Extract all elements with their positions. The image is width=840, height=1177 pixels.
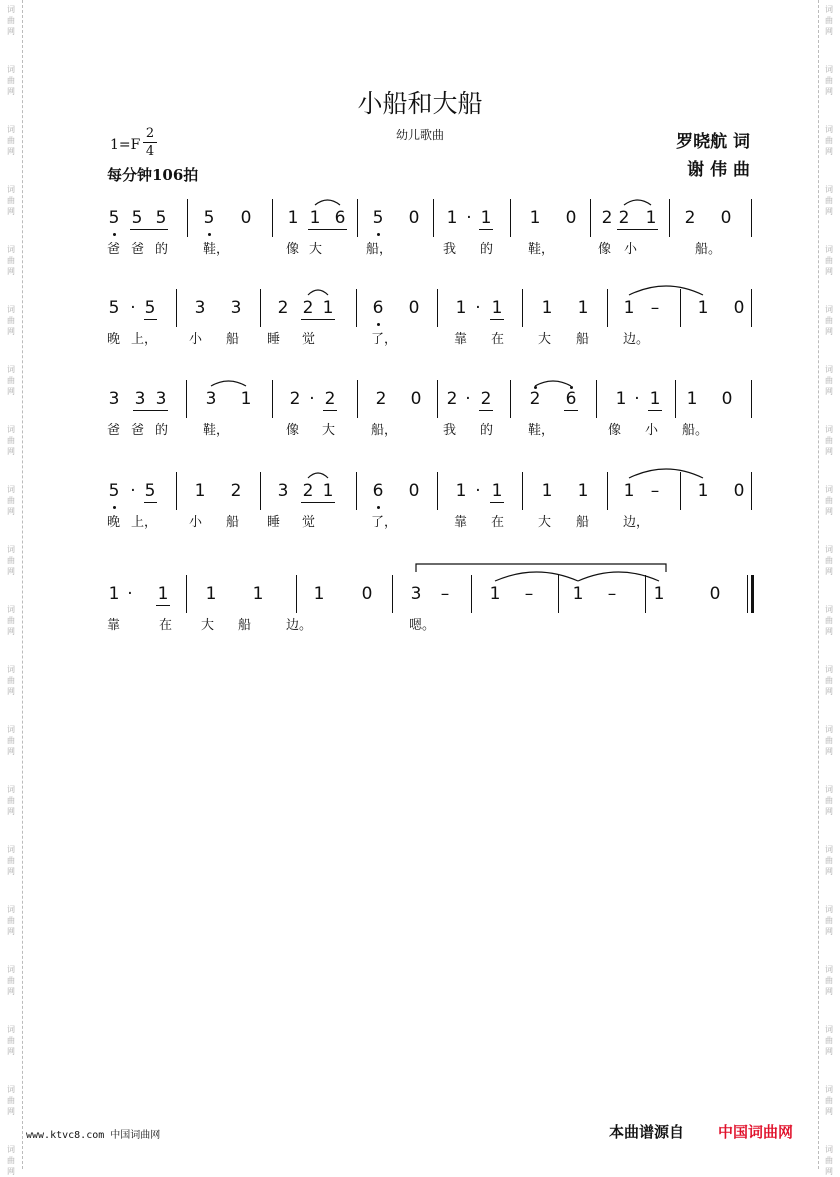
lyric-syllable: 的 (155, 242, 169, 257)
note: 3 (155, 389, 167, 409)
lyricist-credit: 罗晓航 词 (676, 132, 750, 152)
lyric-syllable: 船 (576, 332, 590, 347)
note: 1 (491, 298, 503, 318)
watermark-text: 词 曲 网 (825, 845, 833, 876)
note: 1 (653, 584, 665, 604)
note: 0 (408, 298, 420, 318)
lyric-syllable: 船 (226, 332, 240, 347)
watermark-text: 词 曲 网 (825, 125, 833, 156)
note: 1 (572, 584, 584, 604)
lyric-syllable: 睡 (267, 515, 281, 530)
note: 1 (194, 481, 206, 501)
watermark-text: 词 曲 网 (7, 185, 15, 216)
note: 5 (108, 208, 120, 228)
lyric-syllable: 大 (309, 242, 323, 257)
note: 0 (733, 298, 745, 318)
lyric-syllable: 小 (189, 332, 203, 347)
tie-slur (629, 469, 703, 478)
lyric-syllable: 靠 (454, 332, 468, 347)
time-signature-top: 2 (145, 126, 155, 141)
tie-slur (308, 290, 328, 295)
note: 6 (565, 389, 577, 409)
note: 2 (618, 208, 630, 228)
note: 5 (155, 208, 167, 228)
lyric-syllable: 边。 (623, 332, 650, 347)
watermark-text: 词 曲 网 (825, 5, 833, 36)
watermark-text: 词 曲 网 (7, 545, 15, 576)
note: 1 (529, 208, 541, 228)
lyric-syllable: 船 (238, 618, 252, 633)
lyric-syllable: 像 (286, 423, 300, 438)
note: 1 (108, 584, 120, 604)
watermark-text: 词 曲 网 (825, 965, 833, 996)
lyric-syllable: 鞋， (528, 242, 555, 257)
lyric-syllable: 小 (624, 242, 638, 257)
note: 1 (252, 584, 264, 604)
lyric-syllable: 大 (538, 515, 552, 530)
note: 0 (361, 584, 373, 604)
note: 1 (322, 298, 334, 318)
lyric-syllable: 船， (366, 242, 393, 257)
note: 0 (565, 208, 577, 228)
lyric-syllable: 嗯。 (409, 618, 436, 633)
note: 3 (194, 298, 206, 318)
augmentation-dot: · (309, 389, 315, 409)
note: 5 (144, 298, 156, 318)
lyric-syllable: 靠 (454, 515, 468, 530)
note: 1 (686, 389, 698, 409)
lyric-syllable: 在 (491, 332, 505, 347)
note: 5 (108, 298, 120, 318)
note: 1 (697, 481, 709, 501)
watermark-text: 词 曲 网 (7, 1145, 15, 1176)
note: 2 (302, 481, 314, 501)
lyric-syllable: 船。 (682, 423, 709, 438)
augmentation-dot: · (130, 298, 136, 318)
note: 1 (480, 208, 492, 228)
watermark-text: 词 曲 网 (7, 1085, 15, 1116)
note: 5 (131, 208, 143, 228)
note: 1 (577, 481, 589, 501)
note: 2 (375, 389, 387, 409)
note: 3 (134, 389, 146, 409)
note: 1 (623, 481, 635, 501)
note: 1 (645, 208, 657, 228)
watermark-text: 词 曲 网 (7, 905, 15, 936)
tie-slur (211, 381, 246, 386)
footer-source-site: 中国词曲网 (718, 1123, 794, 1141)
lyric-syllable: 爸 (131, 423, 145, 438)
lyric-syllable: 船 (226, 515, 240, 530)
note: 6 (372, 481, 384, 501)
watermark-text: 词 曲 网 (7, 665, 15, 696)
key-signature: 1=F (110, 137, 141, 153)
phrase-bracket (416, 564, 666, 572)
note: 2 (324, 389, 336, 409)
watermark-text: 词 曲 网 (825, 545, 833, 576)
lyric-syllable: 我 (443, 423, 457, 438)
lyric-syllable: 在 (159, 618, 173, 633)
lyric-syllable: 边。 (286, 618, 313, 633)
watermark-text: 词 曲 网 (825, 905, 833, 936)
dash-note: – (440, 584, 450, 604)
lyric-syllable: 船 (576, 515, 590, 530)
lyric-syllable: 觉 (302, 515, 316, 530)
note: 1 (205, 584, 217, 604)
lyric-syllable: 鞋， (528, 423, 555, 438)
watermark-text: 词 曲 网 (825, 725, 833, 756)
note: 1 (489, 584, 501, 604)
dash-note: – (607, 584, 617, 604)
note: 2 (480, 389, 492, 409)
lyric-syllable: 晚 (107, 515, 121, 530)
tie-slur (495, 572, 578, 581)
augmentation-dot: · (475, 481, 481, 501)
watermark-text: 词 曲 网 (7, 5, 15, 36)
composer-credit: 谢 伟 曲 (687, 160, 750, 180)
footer-source-label: 本曲谱源自 (609, 1123, 685, 1141)
watermark-text: 词 曲 网 (7, 785, 15, 816)
note: 1 (577, 298, 589, 318)
augmentation-dot: · (634, 389, 640, 409)
time-signature-bottom: 4 (145, 144, 155, 159)
note: 5 (108, 481, 120, 501)
note: 1 (240, 389, 252, 409)
note: 2 (446, 389, 458, 409)
tie-slur (624, 200, 651, 205)
watermark-text: 词 曲 网 (825, 425, 833, 456)
watermark-text: 词 曲 网 (7, 965, 15, 996)
note: 1 (455, 298, 467, 318)
augmentation-dot: · (466, 208, 472, 228)
watermark-text: 词 曲 网 (825, 1025, 833, 1056)
lyric-syllable: 爸 (107, 423, 121, 438)
note: 5 (372, 208, 384, 228)
watermark-text: 词 曲 网 (825, 485, 833, 516)
augmentation-dot: · (465, 389, 471, 409)
lyric-syllable: 大 (322, 423, 336, 438)
note: 0 (733, 481, 745, 501)
note: 5 (144, 481, 156, 501)
note: 0 (240, 208, 252, 228)
note: 1 (649, 389, 661, 409)
lyric-syllable: 大 (201, 618, 215, 633)
note: 2 (684, 208, 696, 228)
lyric-syllable: 的 (155, 423, 169, 438)
lyric-syllable: 上， (131, 332, 158, 347)
note: 1 (446, 208, 458, 228)
note: 0 (709, 584, 721, 604)
dash-note: – (650, 481, 660, 501)
note: 2 (529, 389, 541, 409)
lyric-syllable: 小 (189, 515, 203, 530)
note: 3 (277, 481, 289, 501)
watermark-text: 词 曲 网 (7, 425, 15, 456)
note: 1 (309, 208, 321, 228)
note: 2 (277, 298, 289, 318)
note: 2 (302, 298, 314, 318)
song-title: 小船和大船 (357, 89, 483, 118)
note: 1 (491, 481, 503, 501)
watermark-text: 词 曲 网 (7, 725, 15, 756)
lyric-syllable: 边， (623, 515, 650, 530)
watermark-text: 词 曲 网 (825, 365, 833, 396)
note: 0 (410, 389, 422, 409)
lyric-syllable: 像 (608, 423, 622, 438)
lyric-syllable: 的 (480, 423, 494, 438)
note: 6 (334, 208, 346, 228)
watermark-text: 词 曲 网 (7, 305, 15, 336)
watermark-text: 词 曲 网 (7, 845, 15, 876)
tie-slur (629, 286, 703, 295)
lyric-syllable: 船。 (695, 242, 722, 257)
lyric-syllable: 爸 (131, 242, 145, 257)
tie-slur (308, 473, 328, 478)
watermark-text: 词 曲 网 (825, 185, 833, 216)
note: 1 (322, 481, 334, 501)
lyric-syllable: 睡 (267, 332, 281, 347)
lyric-syllable: 像 (286, 242, 300, 257)
watermark-text: 词 曲 网 (825, 65, 833, 96)
note: 1 (455, 481, 467, 501)
watermark-text: 词 曲 网 (7, 365, 15, 396)
tie-slur (535, 381, 571, 386)
lyric-syllable: 爸 (107, 242, 121, 257)
footer-site-text: www.ktvc8.com 中国词曲网 (26, 1130, 161, 1141)
note: 3 (230, 298, 242, 318)
note: 1 (541, 481, 553, 501)
note: 2 (230, 481, 242, 501)
watermark-text: 词 曲 网 (7, 485, 15, 516)
note: 0 (720, 208, 732, 228)
lyric-syllable: 上， (131, 515, 158, 530)
watermark-text: 词 曲 网 (825, 605, 833, 636)
watermark-text: 词 曲 网 (825, 665, 833, 696)
lyric-syllable: 晚 (107, 332, 121, 347)
watermark-text: 词 曲 网 (7, 1025, 15, 1056)
lyric-syllable: 了， (371, 332, 398, 347)
tempo-marking: 每分钟106拍 (107, 166, 199, 184)
dash-note: – (650, 298, 660, 318)
note: 1 (615, 389, 627, 409)
note: 1 (697, 298, 709, 318)
watermark-text: 词 曲 网 (825, 1085, 833, 1116)
lyric-syllable: 觉 (302, 332, 316, 347)
note: 0 (408, 208, 420, 228)
note: 1 (287, 208, 299, 228)
note: 0 (408, 481, 420, 501)
watermark-text: 词 曲 网 (825, 305, 833, 336)
note: 0 (721, 389, 733, 409)
lyric-syllable: 鞋， (203, 242, 230, 257)
lyric-syllable: 船， (371, 423, 398, 438)
watermark-text: 词 曲 网 (7, 245, 15, 276)
lyric-syllable: 在 (491, 515, 505, 530)
lyric-syllable: 小 (645, 423, 659, 438)
tie-slur (578, 572, 659, 581)
watermark-text: 词 曲 网 (825, 785, 833, 816)
note: 2 (601, 208, 613, 228)
note: 3 (205, 389, 217, 409)
dash-note: – (524, 584, 534, 604)
note: 1 (313, 584, 325, 604)
note: 5 (203, 208, 215, 228)
watermark-text: 词 曲 网 (825, 1145, 833, 1176)
lyric-syllable: 了， (371, 515, 398, 530)
watermark-text: 词 曲 网 (7, 605, 15, 636)
note: 3 (108, 389, 120, 409)
tie-slur (315, 200, 340, 205)
augmentation-dot: · (130, 481, 136, 501)
lyric-syllable: 靠 (107, 618, 121, 633)
lyric-syllable: 我 (443, 242, 457, 257)
note: 6 (372, 298, 384, 318)
lyric-syllable: 鞋， (203, 423, 230, 438)
song-subtitle: 幼儿歌曲 (395, 128, 444, 142)
note: 1 (157, 584, 169, 604)
note: 2 (289, 389, 301, 409)
watermark-text: 词 曲 网 (7, 125, 15, 156)
augmentation-dot: · (475, 298, 481, 318)
lyric-syllable: 的 (480, 242, 494, 257)
watermark-text: 词 曲 网 (7, 65, 15, 96)
note: 1 (541, 298, 553, 318)
note: 1 (623, 298, 635, 318)
lyric-syllable: 大 (538, 332, 552, 347)
note: 3 (410, 584, 422, 604)
augmentation-dot: · (127, 584, 133, 604)
lyric-syllable: 像 (598, 242, 612, 257)
watermark-text: 词 曲 网 (825, 245, 833, 276)
